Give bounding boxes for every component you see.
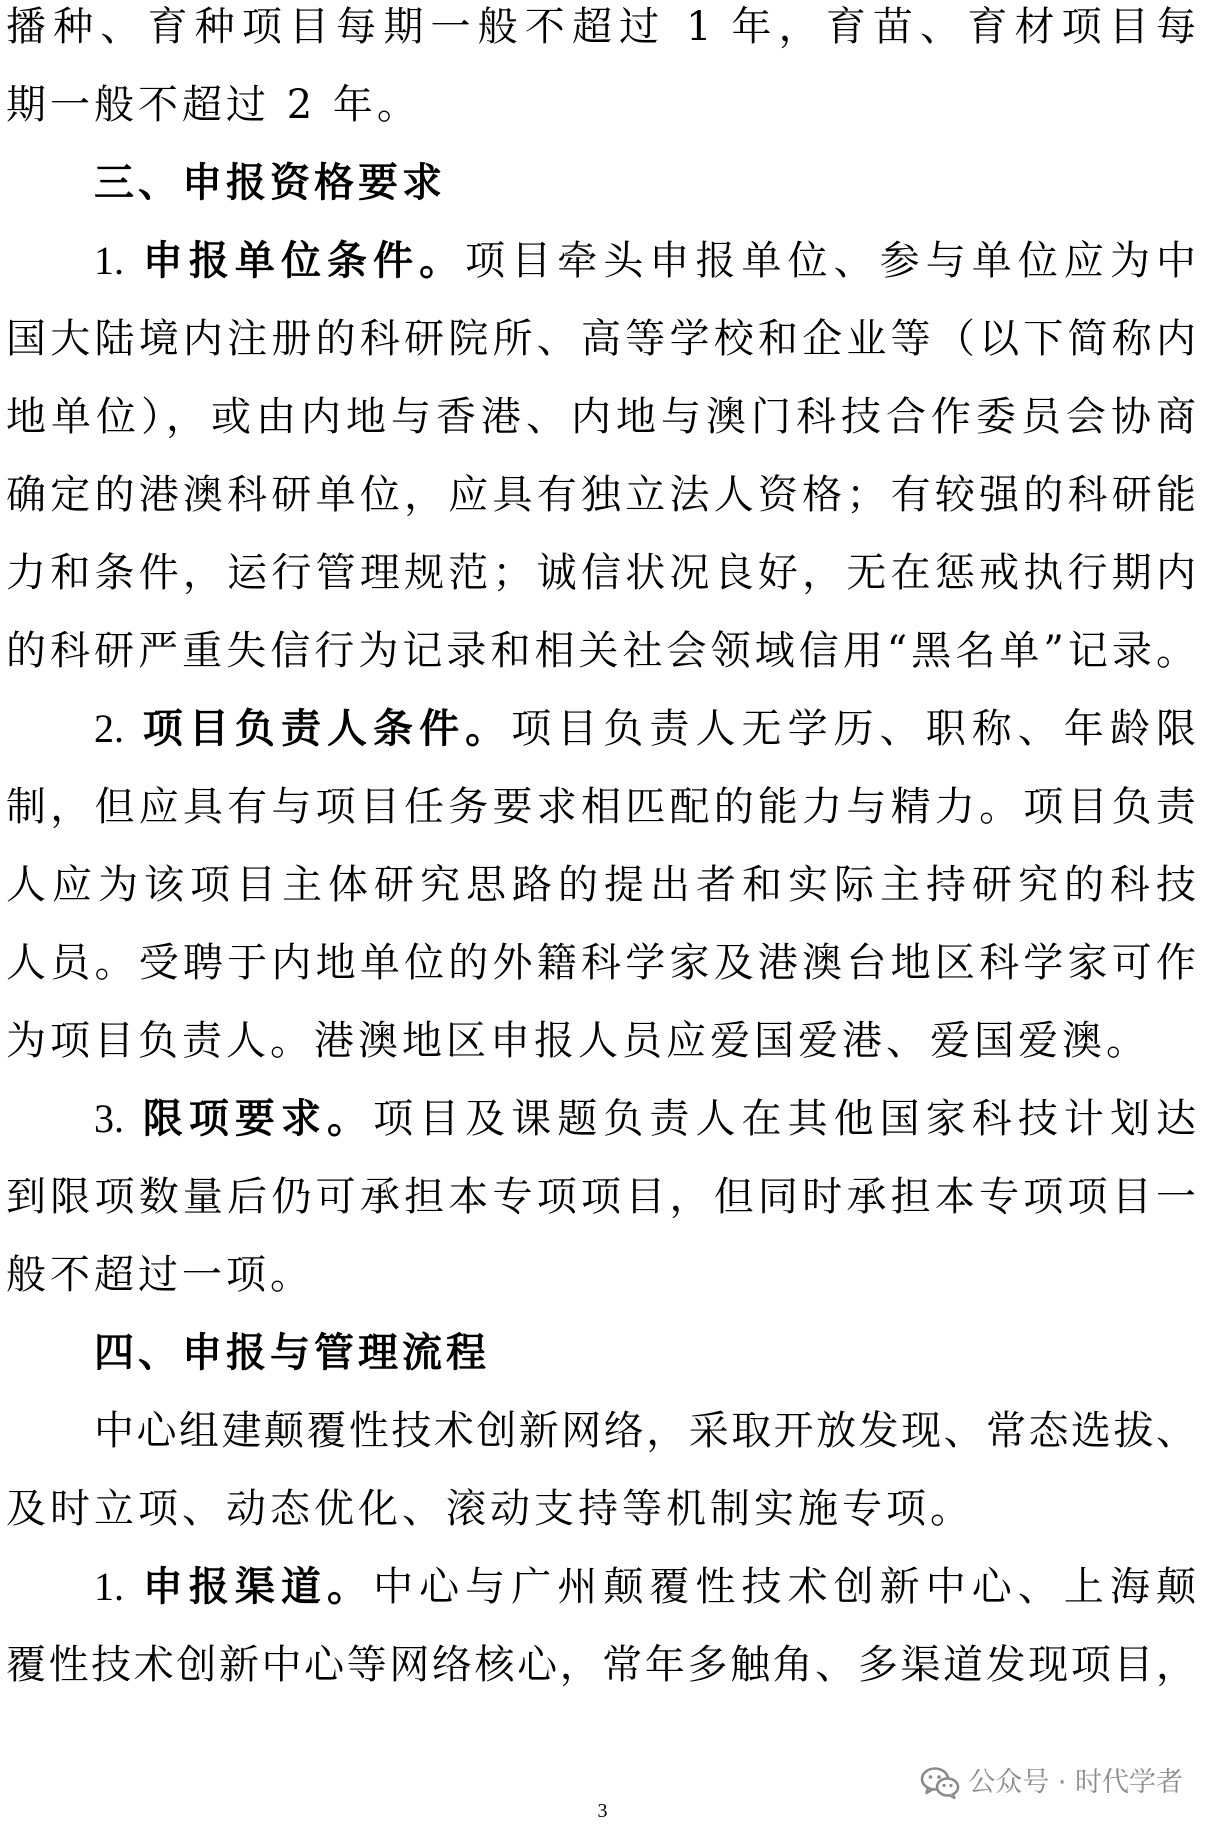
body-line: 般不超过一项。 — [6, 1252, 314, 1298]
page-number: 3 — [597, 1800, 608, 1822]
body-line: 及时立项、动态优化、滚动支持等机制实施专项。 — [6, 1486, 974, 1532]
body-line: 中心组建颠覆性技术创新网络，采取开放发现、常态选拔、 — [94, 1408, 1196, 1454]
section-heading: 四、申报与管理流程 — [94, 1330, 490, 1376]
watermark-text: 公众号 · 时代学者 — [968, 1767, 1183, 1798]
item-text: 项目负责人无学历、职称、年龄限 — [511, 706, 1196, 752]
item-number: 2. — [94, 706, 124, 751]
item-text: 项目牵头申报单位、参与单位应为中 — [465, 238, 1196, 284]
body-line: 期一般不超过 2 年。 — [6, 82, 421, 128]
body-line: 到限项数量后仍可承担本专项项目，但同时承担本专项项目一 — [6, 1174, 1196, 1220]
item-first-line — [6, 690, 1196, 768]
item-number: 1. — [94, 238, 124, 283]
body-line: 覆性技术创新中心等网络核心，常年多触角、多渠道发现项目， — [6, 1642, 1196, 1688]
body-line: 力和条件，运行管理规范；诚信状况良好，无在惩戒执行期内 — [6, 550, 1196, 596]
body-line: 制，但应具有与项目任务要求相匹配的能力与精力。项目负责 — [6, 784, 1196, 830]
wechat-icon — [920, 1766, 960, 1800]
body-line: 国大陆境内注册的科研院所、高等学校和企业等（以下简称内 — [6, 316, 1196, 362]
item-title: 项目负责人条件。 — [142, 705, 512, 752]
item-number: 3. — [94, 1096, 124, 1141]
item-title: 申报渠道。 — [142, 1563, 374, 1610]
watermark — [920, 1765, 1183, 1801]
body-line: 地单位），或由内地与香港、内地与澳门科技合作委员会协商 — [6, 394, 1196, 440]
item-text: 中心与广州颠覆性技术创新中心、上海颠 — [373, 1564, 1196, 1610]
body-line: 的科研严重失信行为记录和相关社会领域信用“黑名单”记录。 — [6, 628, 1196, 674]
body-line: 人员。受聘于内地单位的外籍科学家及港澳台地区科学家可作 — [6, 940, 1196, 986]
item-first-line — [6, 222, 1196, 300]
item-title: 限项要求。 — [142, 1095, 374, 1142]
body-line: 人应为该项目主体研究思路的提出者和实际主持研究的科技 — [6, 862, 1196, 908]
section-heading: 三、申报资格要求 — [94, 160, 446, 206]
body-line: 播种、育种项目每期一般不超过 1 年，育苗、育材项目每 — [6, 4, 1196, 50]
item-text: 项目及课题负责人在其他国家科技计划达 — [373, 1096, 1196, 1142]
item-first-line — [6, 1080, 1196, 1158]
item-first-line — [6, 1548, 1196, 1626]
body-line: 确定的港澳科研单位，应具有独立法人资格；有较强的科研能 — [6, 472, 1196, 518]
document-body — [6, 0, 1196, 1704]
body-line: 为项目负责人。港澳地区申报人员应爱国爱港、爱国爱澳。 — [6, 1018, 1150, 1064]
item-title: 申报单位条件。 — [142, 237, 466, 284]
item-number: 1. — [94, 1564, 124, 1609]
